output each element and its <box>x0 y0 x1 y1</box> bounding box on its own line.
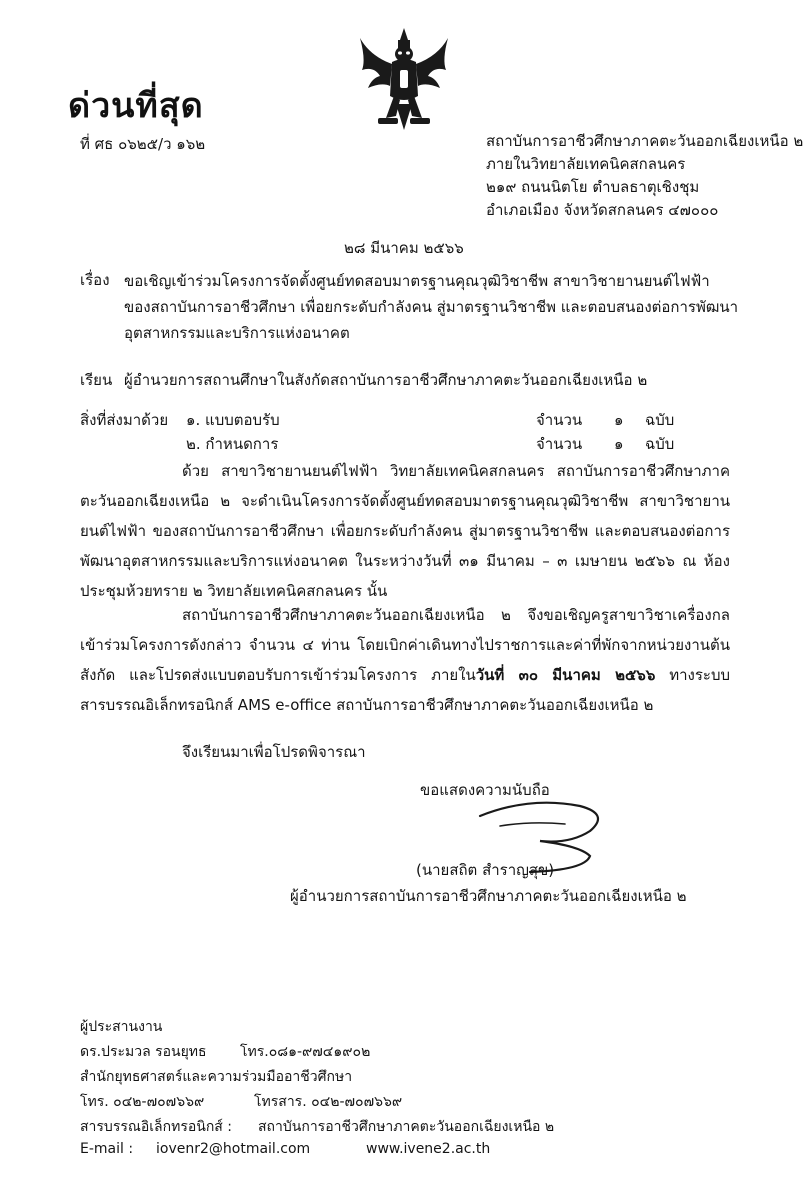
letter-date: ๒๘ มีนาคม ๒๕๖๖ <box>344 239 464 257</box>
enclosure-qty-label: จำนวน <box>536 435 583 453</box>
address-line: อำเภอเมือง จังหวัดสกลนคร ๔๗๐๐๐ <box>486 201 719 219</box>
enclosure-qty: ๑ <box>614 411 624 429</box>
urgency-stamp: ด่วนที่สุด <box>68 86 204 126</box>
paragraph-text: ด้วย สาขาวิชายานยนต์ไฟฟ้า วิทยาลัยเทคนิคสกลนคร สถาบันการอาชีวศึกษาภาคตะวันออกเฉียงเหนือ ๒ จะดำเนินโครงการจัดตั้งศูนย์ทดสอบมาตรฐานคุณวุฒิวิชาชีพ สาขาวิชายานยนต์ไฟฟ้า ของสถาบันการอาชีวศึกษา เพื่อยกระดับกำลังคน สู่มาตรฐานวิชาชีพ และตอบสนองต่อการพัฒนาอุตสาหกรรมและบริการแห่งอนาคต ในระหว่างวันที่ ๓๑ มีนาคม – ๓ เมษายน ๒๕๖๖ ณ ห้องประชุมห้วยทราย ๒ วิทยาลัยเทคนิคสกลนคร นั้น <box>80 462 730 600</box>
esarabun-value: สถาบันการอาชีวศึกษาภาคตะวันออกเฉียงเหนือ ๒ <box>258 1119 555 1135</box>
esarabun-label: สารบรรณอิเล็กทรอนิกส์ : <box>80 1119 233 1135</box>
address-line: สถาบันการอาชีวศึกษาภาคตะวันออกเฉียงเหนือ ๒ <box>486 132 804 150</box>
enclosure-qty: ๑ <box>614 435 624 453</box>
enclosure-qty-label: จำนวน <box>536 411 583 429</box>
paragraph-text: ทางระบบสารบรรณอิเล็กทรอนิกส์ AMS e-office สถาบันการอาชีวศึกษาภาคตะวันออกเฉียงเหนือ ๒ <box>80 666 730 714</box>
signer-name: (นายสถิต สำราญสุข) <box>416 861 555 879</box>
subject-line: ของสถาบันการอาชีวศึกษา เพื่อยกระดับกำลังคน สู่มาตรฐานวิชาชีพ และตอบสนองต่อการพัฒนา <box>124 298 739 316</box>
sender-address <box>486 130 803 222</box>
email-link[interactable]: iovenr2@hotmail.com <box>156 1141 311 1157</box>
body-paragraph-2 <box>80 600 730 720</box>
garuda-emblem-icon <box>356 26 452 134</box>
subject-line: ขอเชิญเข้าร่วมโครงการจัดตั้งศูนย์ทดสอบมาตรฐานคุณวุฒิวิชาชีพ สาขาวิชายานยนต์ไฟฟ้า <box>124 272 710 290</box>
recipient-text: ผู้อำนวยการสถานศึกษาในสังกัดสถาบันการอาชีวศึกษาภาคตะวันออกเฉียงเหนือ ๒ <box>124 371 648 389</box>
subject-text <box>124 268 738 346</box>
enclosure-unit: ฉบับ <box>645 411 675 429</box>
coordinator-fax: โทรสาร. ๐๔๒-๗๐๗๖๖๙ <box>254 1094 403 1110</box>
regards: ขอแสดงความนับถือ <box>420 781 550 799</box>
coordinator-tel: โทร. ๐๔๒-๗๐๗๖๖๙ <box>80 1094 205 1110</box>
email-label: E-mail : <box>80 1141 134 1157</box>
enclosure-item-name: ๑. แบบตอบรับ <box>186 411 280 429</box>
document-number: ที่ ศธ ๐๖๒๕/ว ๑๖๒ <box>80 135 206 153</box>
enclosure-item-name: ๒. กำหนดการ <box>186 435 279 453</box>
paragraph-text: สถาบันการอาชีวศึกษาภาคตะวันออกเฉียงเหนือ ๒ จึงขอเชิญครูสาขาวิชาเครื่องกล เข้าร่วมโครงการดังกล่าว จำนวน ๔ ท่าน โดยเบิกค่าเดินทางไปราชการและค่าที่พักจากหน่วยงานต้นสังกัด และโปรดส่งแบบตอบรับการเข้าร่วมโครงการ ภายใน <box>80 606 730 684</box>
enclosure-unit: ฉบับ <box>645 435 675 453</box>
body-paragraph-1 <box>80 456 730 606</box>
website-link[interactable]: www.ivene2.ac.th <box>366 1141 491 1157</box>
coordinator-person: ดร.ประมวล รอนยุทธ <box>80 1044 207 1060</box>
closing-request: จึงเรียนมาเพื่อโปรดพิจารณา <box>182 743 366 761</box>
subject-line: อุตสาหกรรมและบริการแห่งอนาคต <box>124 324 350 342</box>
subject-label: เรื่อง <box>80 271 110 289</box>
coordinator-unit: สำนักยุทธศาสตร์และความร่วมมืออาชีวศึกษา <box>80 1069 353 1085</box>
deadline-date: วันที่ ๓๐ มีนาคม ๒๕๖๖ <box>475 666 656 684</box>
recipient-label: เรียน <box>80 371 113 389</box>
address-line: ภายในวิทยาลัยเทคนิคสกลนคร <box>486 155 686 173</box>
coordinator-heading: ผู้ประสานงาน <box>80 1019 163 1035</box>
enclosures-label: สิ่งที่ส่งมาด้วย <box>80 411 169 429</box>
signer-position: ผู้อำนวยการสถาบันการอาชีวศึกษาภาคตะวันออกเฉียงเหนือ ๒ <box>290 887 687 905</box>
coordinator-person-tel: โทร.๐๘๑-๙๗๔๑๙๐๒ <box>240 1044 371 1060</box>
address-line: ๒๑๙ ถนนนิตโย ตำบลธาตุเชิงชุม <box>486 178 700 196</box>
